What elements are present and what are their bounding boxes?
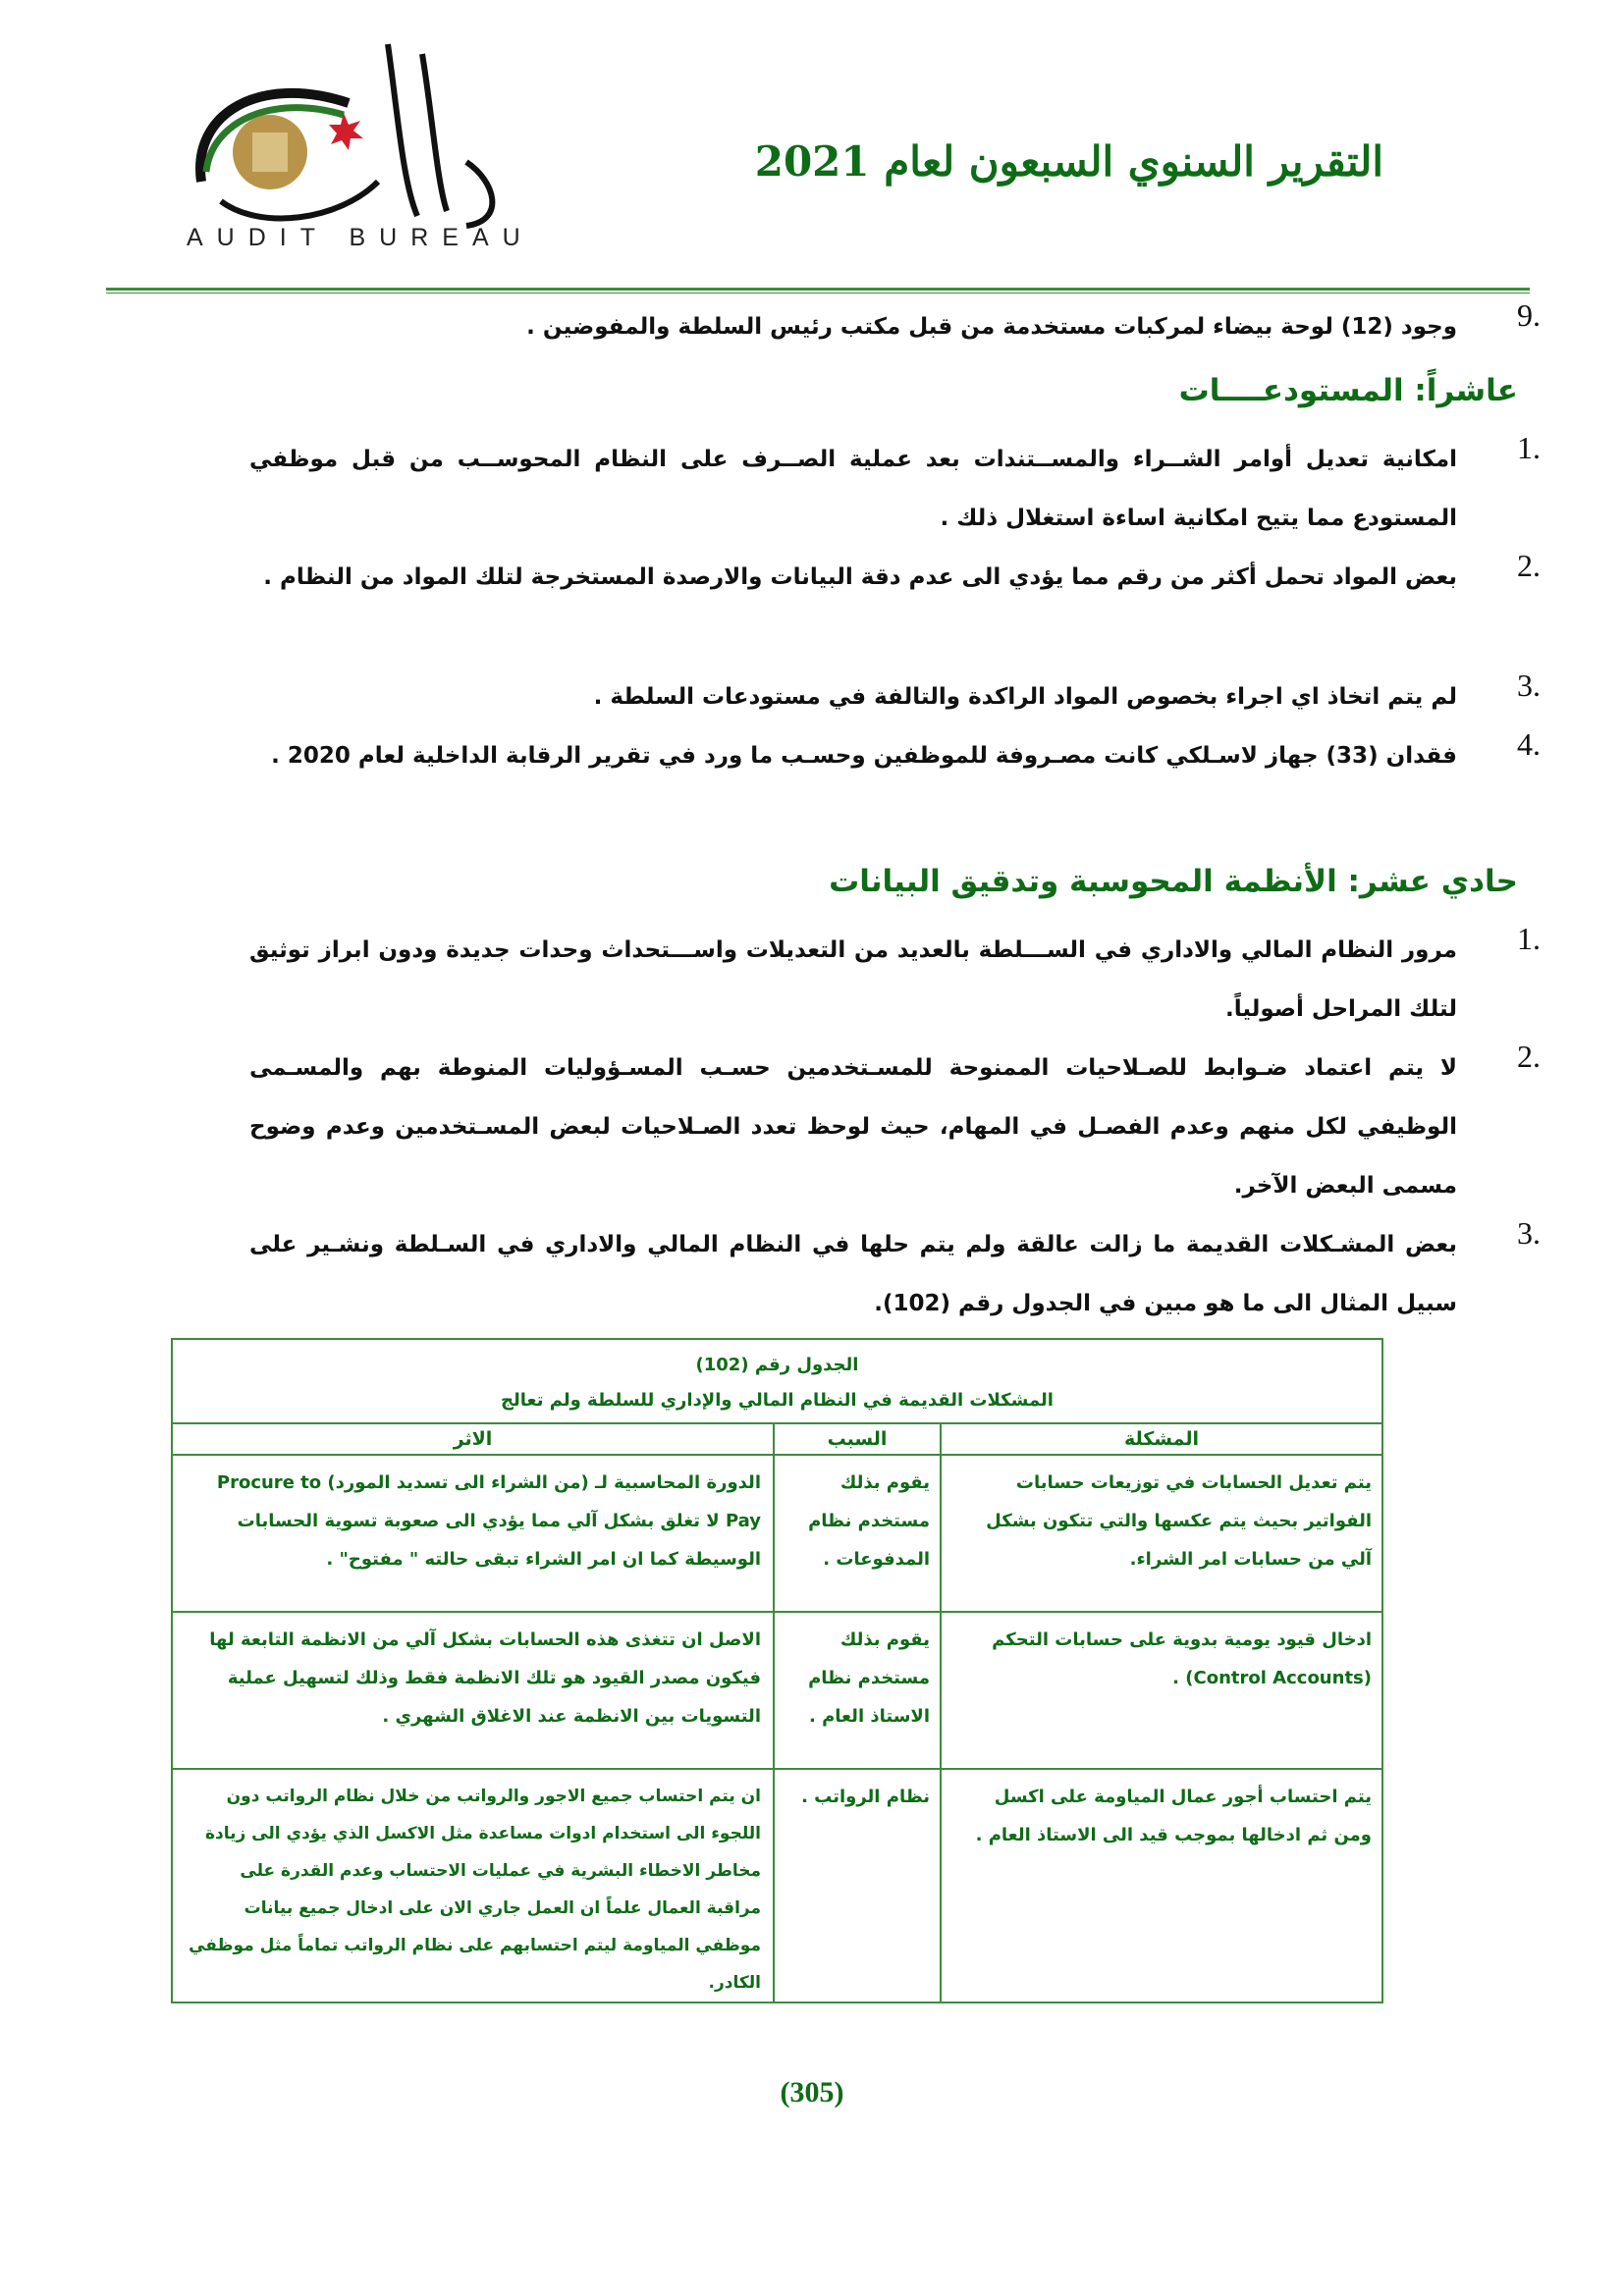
- table-number: الجدول رقم (102): [695, 1355, 859, 1375]
- table-row: [173, 1456, 1381, 1613]
- item-text: لم يتم اتخاذ اي اجراء بخصوص المواد الراكدة والتالفة في مستودعات السلطة .: [593, 684, 1457, 710]
- cell-effect: الاصل ان تتغذى هذه الحسابات بشكل آلي من الانظمة التابعة لها فيكون مصدر القيود هو تلك الانظمة فقط وذلك لتسهيل عملية التسويات بين الانظمة عند الاغلاق الشهري .: [209, 1629, 761, 1727]
- cell-problem: يتم احتساب أجور عمال المياومة على اكسل ومن ثم ادخالها بموجب قيد الى الاستاذ العام .: [940, 1770, 1381, 2002]
- list-item: [249, 921, 1541, 1039]
- report-title: التقرير السنوي السبعون لعام 2021: [754, 137, 1383, 186]
- section-heading-warehouses: عاشراً: المستودعــــات: [1178, 373, 1518, 408]
- item-text: لا يتم اعتماد ضـوابط للصـلاحيات الممنوحة للمسـتخدمين حسـب المسـؤوليات المنوطة بهم والمسـمى الوظيفي لكل منهم وعدم الفصـل في المهام، حيث لوحظ تعدد الصـلاحيات لبعض المسـتخدمين وعدم وضوح مسمى البعض الآخر.: [249, 1055, 1457, 1199]
- cell-effect: الدورة المحاسبية لـ (من الشراء الى تسديد المورد) Procure to Pay لا تغلق بشكل آلي مما يؤدي الى صعوبة تسوية الحسابات الوسيطة كما ان امر الشراء تبقى حالته " مفتوح" .: [216, 1472, 761, 1570]
- item-text: فقدان (33) جهاز لاسـلكي كانت مصـروفة للموظفين وحسـب ما ورد في تقرير الرقابة الداخلية لعام 2020 .: [271, 743, 1457, 769]
- list-item: [249, 297, 1541, 356]
- list-item: [249, 430, 1541, 548]
- item-text: مرور النظام المالي والاداري في الســـلطة بالعديد من التعديلات واســـتحداث وحدات جديدة ودون ابراز توثيق لتلك المراحل أصولياً.: [249, 937, 1457, 1022]
- section-heading-computerized-systems: حادي عشر: الأنظمة المحوسبة وتدقيق البيانات: [829, 864, 1518, 899]
- list-item: [249, 1039, 1541, 1215]
- table-102: [171, 1338, 1383, 2003]
- item-number: .1: [1517, 921, 1541, 956]
- page-number: (305): [780, 2076, 844, 2109]
- header-effect: الاثر: [453, 1428, 493, 1450]
- item-text: بعض المشـكلات القديمة ما زالت عالقة ولم يتم حلها في النظام المالي والاداري في السـلطة ونشـير على سبيل المثال الى ما هو مبين في الجدول رقم (102).: [249, 1232, 1457, 1316]
- header-divider: [106, 288, 1530, 291]
- cell-cause: يقوم بذلك مستخدم نظام الاستاذ العام .: [773, 1613, 940, 1768]
- item-number: .3: [1517, 667, 1541, 703]
- item-text: بعض المواد تحمل أكثر من رقم مما يؤدي الى عدم دقة البيانات والارصدة المستخرجة لتلك المواد من النظام .: [263, 564, 1457, 590]
- cell-cause: يقوم بذلك مستخدم نظام المدفوعات .: [773, 1456, 940, 1611]
- table-row: [173, 1613, 1381, 1770]
- cell-effect: ان يتم احتساب جميع الاجور والرواتب من خلال نظام الرواتب دون اللجوء الى استخدام ادوات مساعدة مثل الاكسل الذي يؤدي الى زيادة مخاطر الاخطاء البشرية في عمليات الاحتساب وعدم القدرة على مراقبة العمال علماً ان العمل جاري الان على ادخال جميع بيانات موظفي المياومة ليتم احتسابهم على نظام الرواتب تماماً مثل موظفي الكادر.: [189, 1787, 761, 1993]
- item-text: وجود (12) لوحة بيضاء لمركبات مستخدمة من قبل مكتب رئيس السلطة والمفوضين .: [526, 314, 1457, 340]
- list-item: [249, 548, 1541, 607]
- header-problem: المشكلة: [940, 1424, 1381, 1454]
- table-title: المشكلات القديمة في النظام المالي والإداري للسلطة ولم تعالج: [501, 1390, 1054, 1411]
- list-item: [249, 667, 1541, 726]
- list-item: [249, 726, 1541, 785]
- table-caption: [173, 1340, 1381, 1424]
- item-number: .2: [1517, 1039, 1541, 1074]
- table-row: [173, 1770, 1381, 2002]
- item-number: .3: [1517, 1215, 1541, 1251]
- item-number: .9: [1517, 297, 1541, 333]
- item-number: .4: [1517, 726, 1541, 762]
- cell-problem: ادخال قيود يومية بدوية على حسابات التحكم (Control Accounts) .: [940, 1613, 1381, 1768]
- header-cause: السبب: [773, 1424, 940, 1454]
- list-item: [249, 1215, 1541, 1333]
- item-text: امكانية تعديل أوامر الشــراء والمســتندات بعد عملية الصــرف على النظام المحوســب من قبل موظفي المستودع مما يتيح امكانية اساءة استغلال ذلك .: [249, 447, 1457, 531]
- cell-problem: يتم تعديل الحسابات في توزيعات حسابات الفواتير بحيث يتم عكسها والتي تتكون بشكل آلي من حسابات امر الشراء.: [940, 1456, 1381, 1611]
- header-divider-thin: [106, 293, 1530, 294]
- cell-cause: نظام الرواتب .: [773, 1770, 940, 2002]
- logo-english-text: AUDIT BUREAU: [187, 224, 534, 251]
- item-number: .1: [1517, 430, 1541, 465]
- item-number: .2: [1517, 548, 1541, 583]
- table-header-row: [173, 1424, 1381, 1456]
